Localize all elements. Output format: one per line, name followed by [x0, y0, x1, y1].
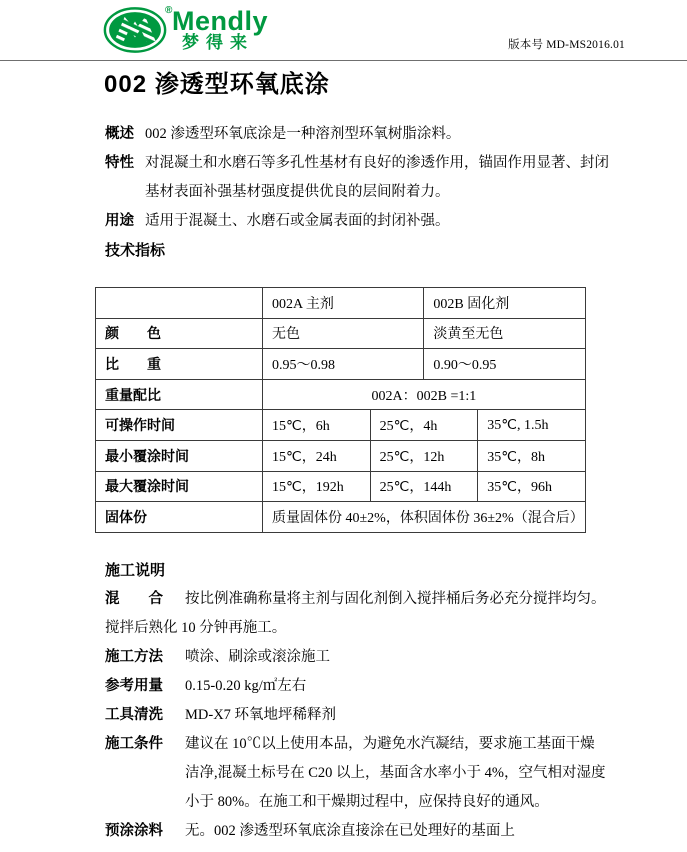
spec-cell: 15℃，192h — [263, 471, 371, 502]
tool-cleaning-text: MD-X7 环氧地坪稀释剂 — [185, 707, 337, 723]
construction-heading: 施工说明 — [105, 562, 166, 579]
spec-row-label: 可操作时间 — [96, 410, 263, 441]
tech-specs-heading: 技术指标 — [105, 242, 166, 259]
version-number: 版本号 MD-MS2016.01 — [508, 39, 625, 51]
overview-label: 概述 — [105, 126, 134, 142]
brand-wordmark — [172, 8, 268, 52]
spec-row-pot-life — [96, 410, 586, 441]
tool-cleaning-paragraph — [105, 701, 605, 730]
spec-cell: 25℃，144h — [370, 471, 478, 502]
spec-row-mix-ratio — [96, 379, 586, 410]
usage-label: 用途 — [105, 213, 134, 229]
header-divider — [0, 60, 687, 61]
brand-logo — [103, 6, 268, 54]
spec-row-label: 比 重 — [96, 349, 263, 380]
dosage-paragraph — [105, 672, 605, 701]
spec-cell: 无色 — [263, 318, 424, 349]
mixing-text-line1: 按比例准确称量将主剂与固化剂倒入搅拌桶后务必充分搅拌均匀。 — [185, 591, 606, 607]
usage-text: 适用于混凝土、水磨石或金属表面的封闭补强。 — [145, 213, 450, 229]
page-title: 002 渗透型环氧底涂 — [104, 71, 330, 98]
spec-corner-cell — [96, 288, 263, 319]
spec-cell: 002A：002B =1:1 — [263, 379, 586, 410]
spec-row-label: 最小覆涂时间 — [96, 440, 263, 471]
mixing-paragraph — [105, 585, 605, 614]
spec-row-label: 固体份 — [96, 502, 263, 533]
spec-cell: 35℃, 1.5h — [478, 410, 586, 441]
spec-table — [95, 287, 586, 533]
spec-cell: 15℃，6h — [263, 410, 371, 441]
spec-cell: 0.95～0.98 — [263, 349, 424, 380]
precoat-paragraph — [105, 817, 605, 846]
spec-row-label: 最大覆涂时间 — [96, 471, 263, 502]
conditions-label: 施工条件 — [105, 736, 163, 752]
spec-cell: 35℃，8h — [478, 440, 586, 471]
feature-paragraph — [105, 149, 609, 207]
dosage-label: 参考用量 — [105, 678, 163, 694]
spec-header-row — [96, 288, 586, 319]
method-paragraph — [105, 643, 605, 672]
precoat-text: 无。002 渗透型环氧底涂直接涂在已处理好的基面上 — [185, 823, 515, 839]
spec-cell: 25℃，12h — [370, 440, 478, 471]
feature-text-line1: 对混凝土和水磨石等多孔性基材有良好的渗透作用，锚固作用显著、封闭 — [145, 155, 609, 171]
spec-cell: 25℃，4h — [370, 410, 478, 441]
registered-mark: ® — [165, 5, 173, 16]
feature-text-line2: 基材表面补强基材强度提供优良的层间附着力。 — [145, 184, 450, 200]
spec-col-header-a: 002A 主剂 — [263, 288, 424, 319]
spec-cell: 淡黄至无色 — [424, 318, 585, 349]
overview-paragraph — [105, 120, 605, 149]
mendly-oval-m-icon — [103, 6, 167, 54]
spec-cell: 35℃，96h — [478, 471, 586, 502]
precoat-label: 预涂涂料 — [105, 823, 163, 839]
overview-text: 002 渗透型环氧底涂是一种溶剂型环氧树脂涂料。 — [145, 126, 461, 142]
brand-name-en: Mendly — [172, 6, 269, 36]
intro-section — [105, 120, 609, 265]
spec-col-header-b: 002B 固化剂 — [424, 288, 585, 319]
brand-name-cn: 梦得来 — [182, 33, 254, 52]
spec-row-label: 颜 色 — [96, 318, 263, 349]
dosage-text: 0.15-0.20 kg/㎡左右 — [185, 678, 307, 694]
conditions-text-line2: 洁净,混凝土标号在 C20 以上，基面含水率小于 4%，空气相对湿度 — [185, 765, 606, 781]
spec-cell: 0.90～0.95 — [424, 349, 585, 380]
spec-row-max-recoat — [96, 471, 586, 502]
spec-row-label: 重量配比 — [96, 379, 263, 410]
construction-section — [105, 556, 605, 846]
spec-row-min-recoat — [96, 440, 586, 471]
conditions-paragraph — [105, 730, 605, 817]
mixing-label: 混 合 — [105, 591, 163, 607]
feature-label: 特性 — [105, 155, 134, 171]
spec-row-gravity — [96, 349, 586, 380]
conditions-text-line3: 小于 80%。在施工和干燥期过程中，应保持良好的通风。 — [185, 794, 549, 810]
spec-cell: 15℃，24h — [263, 440, 371, 471]
mixing-text-line2: 搅拌后熟化 10 分钟再施工。 — [105, 620, 287, 636]
method-text: 喷涂、刷涂或滚涂施工 — [185, 649, 330, 665]
method-label: 施工方法 — [105, 649, 163, 665]
tool-cleaning-label: 工具清洗 — [105, 707, 163, 723]
spec-table-container — [95, 287, 586, 533]
spec-row-solids — [96, 502, 586, 533]
conditions-text-line1: 建议在 10℃以上使用本品，为避免水汽凝结，要求施工基面干燥 — [185, 736, 595, 752]
spec-row-color — [96, 318, 586, 349]
spec-cell: 质量固体份 40±2%，体积固体份 36±2%（混合后） — [263, 502, 586, 533]
usage-paragraph — [105, 207, 605, 236]
